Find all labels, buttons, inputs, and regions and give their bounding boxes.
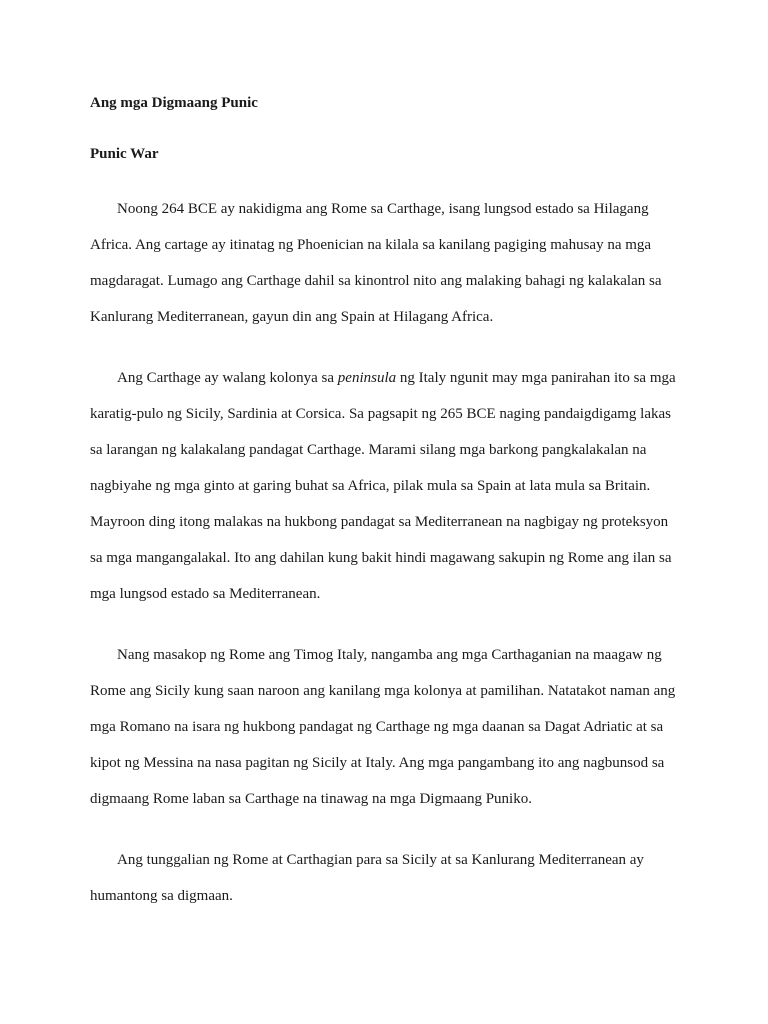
paragraph-2: [90, 360, 680, 612]
paragraph-3: Nang masakop ng Rome ang Timog Italy, nangamba ang mga Carthaganian na maagaw ng Rome ang Sicily kung saan naroon ang kanilang mga kolonya at pamilihan. Natatakot naman ang mga Romano na isara ng hukbong pandagat ng Carthage ng mga daanan sa Dagat Adriatic at sa kipot ng Messina na nasa pagitan ng Sicily at Italy. Ang mga pangambang ito ang nagbunsod sa digmaang Rome laban sa Carthage na tinawag na mga Digmaang Puniko.: [90, 647, 676, 807]
document-title: Ang mga Digmaang Punic: [90, 95, 258, 111]
paragraph-4: Ang tunggalian ng Rome at Carthagian para sa Sicily at sa Kanlurang Mediterranean ay humantong sa digmaan.: [90, 852, 644, 904]
paragraph-2-text-start: Ang Carthage ay walang kolonya sa: [117, 370, 338, 386]
paragraph-2-text-end: ng Italy ngunit may mga panirahan ito sa mga karatig-pulo ng Sicily, Sardinia at Corsica. Sa pagsapit ng 265 BCE naging pandaigdigamg lakas sa larangan ng kalakalang pandagat Carthage. Marami silang mga barkong pangkalakalan na nagbiyahe ng mga ginto at garing buhat sa Africa, pilak mula sa Spain at lata mula sa Britain. Mayroon ding itong malakas na hukbong pandagat sa Mediterranean na nagbigay ng proteksyon sa mga mangangalakal. Ito ang dahilan kung bakit hindi magawang sakupin ng Rome ang ilan sa mga lungsod estado sa Mediterranean.: [90, 370, 676, 602]
document-subtitle: Punic War: [90, 146, 159, 162]
paragraph-1: Noong 264 BCE ay nakidigma ang Rome sa Carthage, isang lungsod estado sa Hilagang Africa. Ang cartage ay itinatag ng Phoenician na kilala sa kanilang pagiging mahusay na mga magdaragat. Lumago ang Carthage dahil sa kinontrol nito ang malaking bahagi ng kalakalan sa Kanlurang Mediterranean, gayun din ang Spain at Hilagang Africa.: [90, 201, 662, 325]
paragraph-2-italic-word: peninsula: [337, 370, 397, 386]
